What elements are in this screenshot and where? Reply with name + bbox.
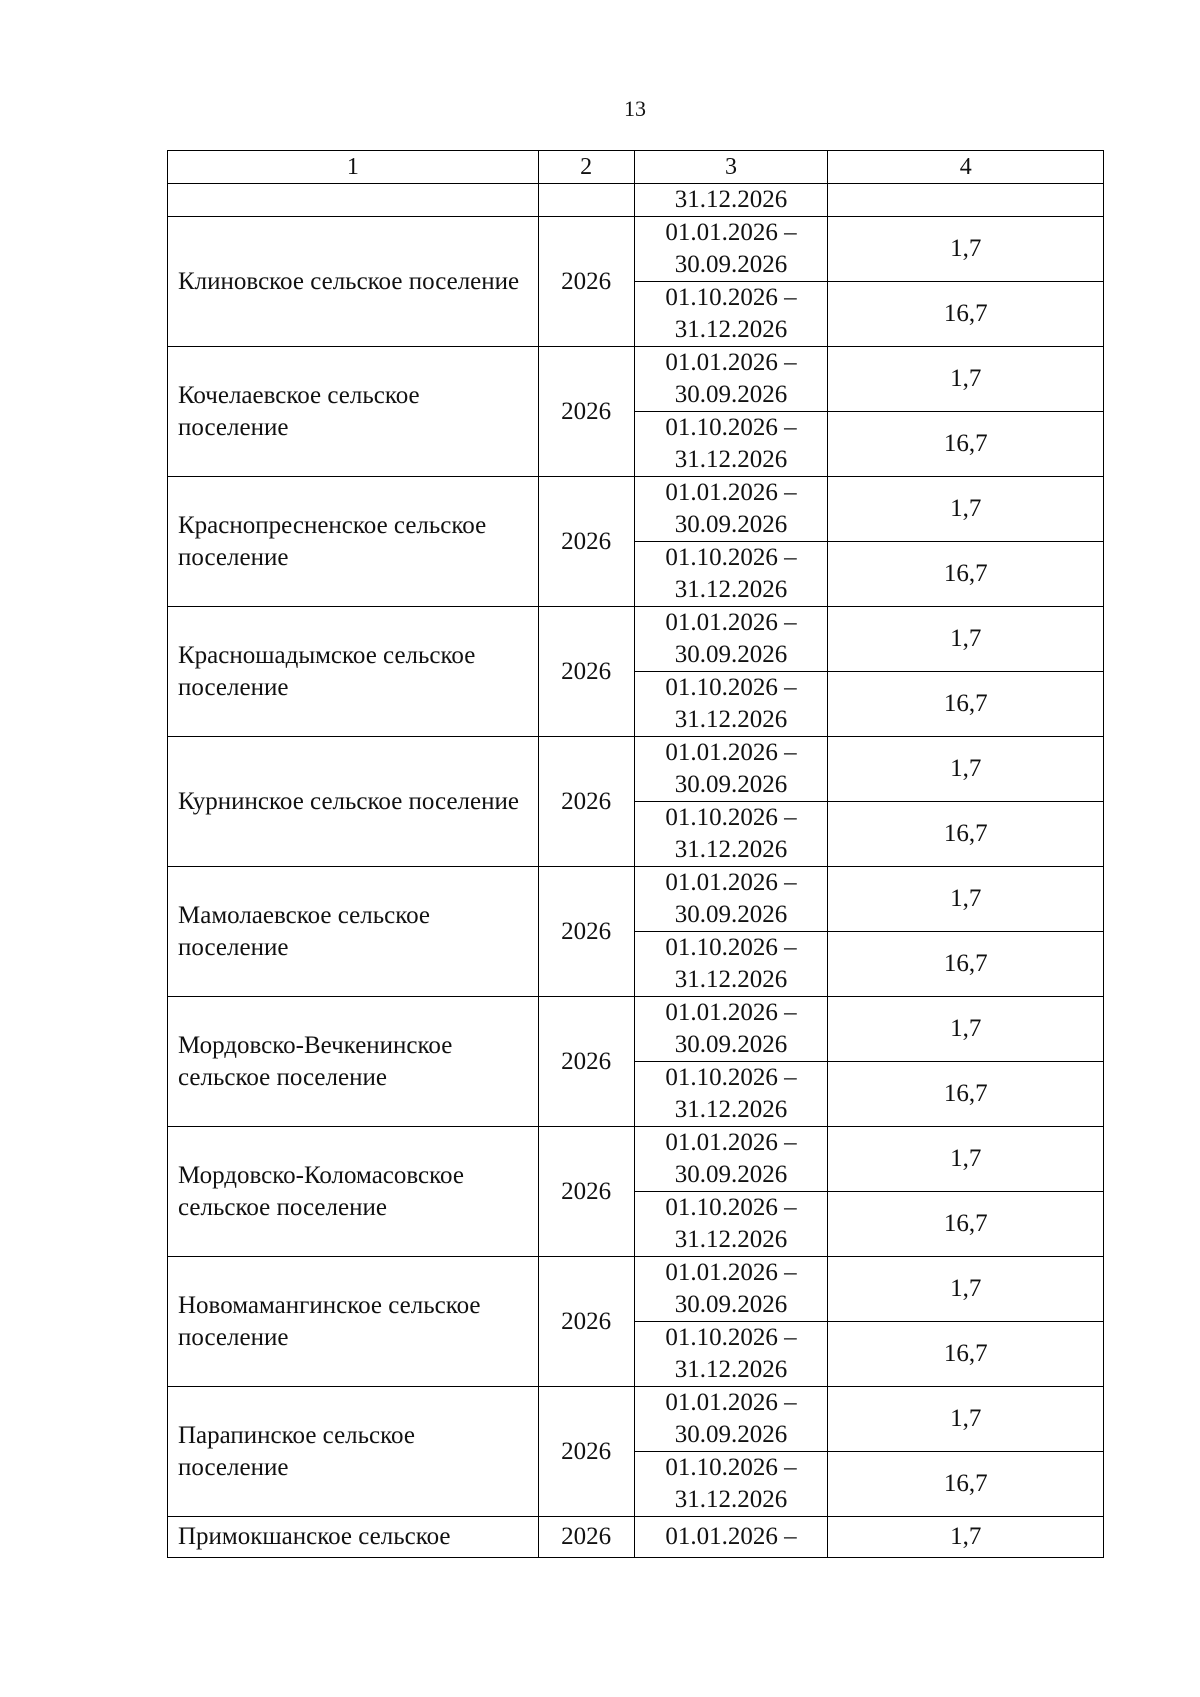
value-cell: 16,7 (828, 282, 1104, 347)
value-cell: 16,7 (828, 672, 1104, 737)
continuation-period-cell: 31.12.2026 (634, 184, 828, 217)
settlement-name-cell: Краснопресненское сельское поселение (168, 477, 539, 607)
settlement-name-cell: Парапинское сельское поселение (168, 1387, 539, 1517)
period-cell: 01.01.2026 – 30.09.2026 (634, 347, 828, 412)
period-cell: 01.01.2026 – 30.09.2026 (634, 997, 828, 1062)
value-cell: 16,7 (828, 802, 1104, 867)
year-cell: 2026 (538, 997, 634, 1127)
period-cell: 01.01.2026 – (634, 1517, 828, 1558)
value-cell: 1,7 (828, 347, 1104, 412)
year-cell: 2026 (538, 867, 634, 997)
year-cell: 2026 (538, 1387, 634, 1517)
value-cell: 1,7 (828, 997, 1104, 1062)
table-row (168, 1257, 1104, 1322)
header-cell-4: 4 (828, 151, 1104, 184)
value-cell: 1,7 (828, 1127, 1104, 1192)
year-cell: 2026 (538, 607, 634, 737)
settlement-name-cell: Кочелаевское сельское поселение (168, 347, 539, 477)
period-cell: 01.01.2026 – 30.09.2026 (634, 737, 828, 802)
period-cell: 01.10.2026 – 31.12.2026 (634, 1062, 828, 1127)
year-cell: 2026 (538, 217, 634, 347)
period-cell: 01.01.2026 – 30.09.2026 (634, 867, 828, 932)
value-cell: 1,7 (828, 1257, 1104, 1322)
table-row (168, 867, 1104, 932)
settlement-name-cell: Клиновское сельское поселение (168, 217, 539, 347)
period-cell: 01.01.2026 – 30.09.2026 (634, 607, 828, 672)
period-cell: 01.01.2026 – 30.09.2026 (634, 217, 828, 282)
header-row (168, 151, 1104, 184)
value-cell: 16,7 (828, 1452, 1104, 1517)
settlement-name-cell: Мордовско-Вечкенинское сельское поселение (168, 997, 539, 1127)
value-cell: 16,7 (828, 412, 1104, 477)
table-row (168, 607, 1104, 672)
table-row (168, 1127, 1104, 1192)
period-cell: 01.10.2026 – 31.12.2026 (634, 412, 828, 477)
period-cell: 01.10.2026 – 31.12.2026 (634, 672, 828, 737)
header-cell-1: 1 (168, 151, 539, 184)
table-row (168, 997, 1104, 1062)
value-cell: 1,7 (828, 477, 1104, 542)
settlement-name-cell: Мордовско-Коломасовское сельское поселение (168, 1127, 539, 1257)
value-cell: 16,7 (828, 1062, 1104, 1127)
year-cell: 2026 (538, 1257, 634, 1387)
value-cell: 16,7 (828, 1322, 1104, 1387)
value-cell: 16,7 (828, 1192, 1104, 1257)
settlement-name-cell: Новомамангинское сельское поселение (168, 1257, 539, 1387)
page-number: 13 (624, 96, 646, 121)
period-cell: 01.10.2026 – 31.12.2026 (634, 932, 828, 997)
value-cell: 1,7 (828, 217, 1104, 282)
continuation-value-cell (828, 184, 1104, 217)
year-cell: 2026 (538, 1517, 634, 1558)
table-row (168, 217, 1104, 282)
value-cell: 1,7 (828, 1387, 1104, 1452)
period-cell: 01.01.2026 – 30.09.2026 (634, 477, 828, 542)
data-table (167, 150, 1104, 1558)
value-cell: 16,7 (828, 542, 1104, 607)
year-cell: 2026 (538, 737, 634, 867)
period-cell: 01.10.2026 – 31.12.2026 (634, 802, 828, 867)
period-cell: 01.01.2026 – 30.09.2026 (634, 1387, 828, 1452)
period-cell: 01.10.2026 – 31.12.2026 (634, 1192, 828, 1257)
value-cell: 1,7 (828, 867, 1104, 932)
settlement-name-cell: Красношадымское сельское поселение (168, 607, 539, 737)
header-cell-3: 3 (634, 151, 828, 184)
year-cell: 2026 (538, 1127, 634, 1257)
continuation-year-cell (538, 184, 634, 217)
value-cell: 1,7 (828, 737, 1104, 802)
year-cell: 2026 (538, 347, 634, 477)
period-cell: 01.10.2026 – 31.12.2026 (634, 282, 828, 347)
table-row (168, 1517, 1104, 1558)
settlement-name-cell: Мамолаевское сельское поселение (168, 867, 539, 997)
value-cell: 1,7 (828, 1517, 1104, 1558)
value-cell: 1,7 (828, 607, 1104, 672)
period-cell: 01.01.2026 – 30.09.2026 (634, 1127, 828, 1192)
continuation-row (168, 184, 1104, 217)
header-cell-2: 2 (538, 151, 634, 184)
period-cell: 01.10.2026 – 31.12.2026 (634, 1452, 828, 1517)
table-row (168, 737, 1104, 802)
table-row (168, 477, 1104, 542)
table-row (168, 1387, 1104, 1452)
period-cell: 01.01.2026 – 30.09.2026 (634, 1257, 828, 1322)
continuation-name-cell (168, 184, 539, 217)
settlement-name-cell: Примокшанское сельское (168, 1517, 539, 1558)
year-cell: 2026 (538, 477, 634, 607)
value-cell: 16,7 (828, 932, 1104, 997)
period-cell: 01.10.2026 – 31.12.2026 (634, 1322, 828, 1387)
settlement-name-cell: Курнинское сельское поселение (168, 737, 539, 867)
period-cell: 01.10.2026 – 31.12.2026 (634, 542, 828, 607)
table-row (168, 347, 1104, 412)
